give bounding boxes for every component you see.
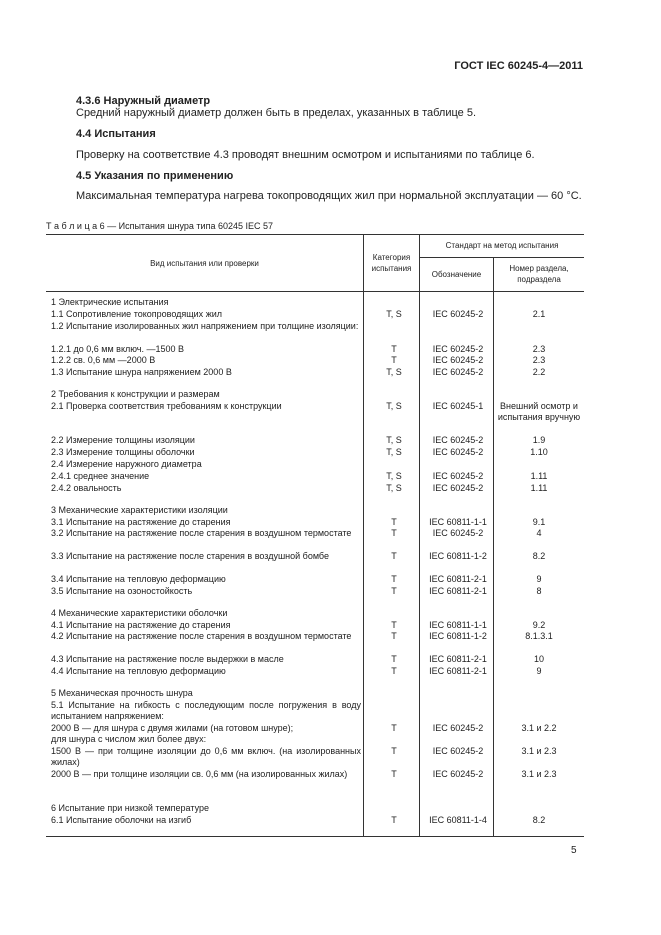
table-row-designation: IEC 60245-2: [432, 355, 484, 365]
table-row-designation: IEC 60811-1-1: [429, 517, 487, 527]
table-row-test: 4.2 Испытание на растяжение после старения в воздушном термостате: [51, 631, 352, 641]
table-row-test: 5 Механическая прочность шнура: [51, 688, 193, 698]
section-4-3-6-text: Средний наружный диаметр должен быть в пределах, указанных в таблице 5.: [76, 107, 477, 119]
table-row-section: 3.1 и 2.2: [521, 723, 557, 733]
section-4-4-title: 4.4 Испытания: [76, 128, 156, 140]
table-row-section: 9.1: [532, 517, 546, 527]
tests-table: [46, 234, 584, 837]
table-row-section: 1.11: [530, 471, 548, 481]
table-row-category: T: [391, 551, 397, 561]
table-row-test: 2 Требования к конструкции и размерам: [51, 389, 220, 399]
table-row-test: 6 Испытание при низкой температуре: [51, 803, 209, 813]
table-row-category: T: [391, 528, 397, 538]
table-row-designation: IEC 60245-2: [432, 769, 484, 779]
table-row-category: T: [391, 586, 397, 596]
section-4-5-title: 4.5 Указания по применению: [76, 170, 234, 182]
table-row-test: 1 Электрические испытания: [51, 297, 169, 307]
table-row-test: 2.2 Измерение толщины изоляции: [51, 435, 195, 445]
table-row-category: T: [391, 620, 397, 630]
table-row-designation: IEC 60811-1-2: [429, 551, 487, 561]
table-row-test: 4.4 Испытание на тепловую деформацию: [51, 666, 226, 676]
table-row-category: T: [391, 769, 397, 779]
table-row-designation: IEC 60245-2: [432, 309, 484, 319]
table-row-test: 1.1 Сопротивление токопроводящих жил: [51, 309, 222, 319]
table-row-test: 3.4 Испытание на тепловую деформацию: [51, 574, 226, 584]
table-row-category: T: [391, 355, 397, 365]
table-row-test: 1.2 Испытание изолированных жил напряжением при толщине изоляции:: [51, 321, 359, 331]
table-row-test: 3.3 Испытание на растяжение после старения в воздушной бомбе: [51, 551, 329, 561]
table-row-test: 2.3 Измерение толщины оболочки: [51, 447, 195, 457]
section-4-4-text: Проверку на соответствие 4.3 проводят внешним осмотром и испытаниями по таблице 6.: [76, 149, 535, 161]
table-row-section: 4: [536, 528, 542, 538]
col-section: Номер раздела, подраздела: [509, 264, 569, 284]
table-row-designation: IEC 60245-2: [432, 723, 484, 733]
table-row-section: 8: [536, 586, 542, 596]
table-row-section: 2.3: [532, 355, 546, 365]
document-code: ГОСТ IEC 60245-4—2011: [454, 60, 583, 72]
table-row-designation: IEC 60811-2-1: [429, 574, 487, 584]
table-row-test: 1.2.2 св. 0,6 мм —2000 В: [51, 355, 156, 365]
table-row-designation: IEC 60245-2: [432, 447, 484, 457]
table-row-section: 2.2: [532, 367, 546, 377]
table-row-designation: IEC 60811-1-4: [429, 815, 487, 825]
table-row-category: T: [391, 746, 397, 756]
table-row-designation: IEC 60811-2-1: [429, 666, 487, 676]
table-row-test: 6.1 Испытание оболочки на изгиб: [51, 815, 192, 825]
page-number: 5: [571, 845, 577, 856]
table-row-designation: IEC 60811-2-1: [429, 586, 487, 596]
table-row-category: T: [391, 654, 397, 664]
table-row-test: 3 Механические характеристики изоляции: [51, 505, 228, 515]
table-row-test: 2.4.2 овальность: [51, 483, 122, 493]
table-row-test: 4.1 Испытание на растяжение до старения: [51, 620, 231, 630]
col-category: Категория испытания: [371, 253, 412, 273]
table-row-designation: IEC 60811-2-1: [429, 654, 487, 664]
table-row-test: 2000 В — для шнура с двумя жилами (на готовом шнуре);: [51, 723, 294, 733]
table-row-test: 1.3 Испытание шнура напряжением 2000 В: [51, 367, 232, 377]
table-row-section: 10: [533, 654, 544, 664]
table-row-section: 9: [536, 574, 542, 584]
table-row-designation: IEC 60245-2: [432, 746, 484, 756]
table-row-section: 2.1: [532, 309, 546, 319]
table-row-test: 2.4.1 среднее значение: [51, 471, 150, 481]
table-row-test: 4.3 Испытание на растяжение после выдержки в масле: [51, 654, 284, 664]
table-row-section: 9: [536, 666, 542, 676]
table-row-category: T, S: [386, 401, 402, 411]
table-row-test: 4 Механические характеристики оболочки: [51, 608, 228, 618]
table-row-test: 2.4 Измерение наружного диаметра: [51, 459, 202, 469]
table-row-designation: IEC 60245-2: [432, 435, 484, 445]
table-row-section: 9.2: [532, 620, 546, 630]
table-row-section: 1.10: [530, 447, 548, 457]
table-row-category: T, S: [386, 435, 402, 445]
table-row-category: T: [391, 723, 397, 733]
table-row-category: T: [391, 815, 397, 825]
table-row-test: 1500 В — при толщине изоляции до 0,6 мм включ. (на изолированных жилах): [51, 746, 361, 767]
table-row-designation: IEC 60811-1-2: [429, 631, 487, 641]
table-row-test: 3.5 Испытание на озоностойкость: [51, 586, 193, 596]
table-caption: Т а б л и ц а 6 — Испытания шнура типа 60245 IEC 57: [46, 221, 273, 231]
table-row-designation: IEC 60245-2: [432, 471, 484, 481]
table-row-section: 8.2: [532, 551, 546, 561]
table-row-category: T: [391, 631, 397, 641]
table-row-test: 2000 В — при толщине изоляции св. 0,6 мм (на изолированных жилах): [51, 769, 348, 779]
table-row-designation: IEC 60245-2: [432, 528, 484, 538]
table-row-test: 1.2.1 до 0,6 мм включ. —1500 В: [51, 344, 185, 354]
table-row-section: 3.1 и 2.3: [521, 769, 557, 779]
table-row-designation: IEC 60245-2: [432, 367, 484, 377]
table-row-test: 5.1 Испытание на гибкость с последующим после погружения в воду испытанием напряжением:: [51, 700, 361, 721]
table-row-category: T, S: [386, 447, 402, 457]
table-row-section: 1.9: [532, 435, 546, 445]
table-row-designation: IEC 60245-2: [432, 344, 484, 354]
table-row-category: T: [391, 517, 397, 527]
section-4-3-6-title: 4.3.6 Наружный диаметр: [76, 95, 211, 107]
table-row-category: T, S: [386, 309, 402, 319]
section-4-5-text: Максимальная температура нагрева токопроводящих жил при нормальной эксплуатации — 60 °C.: [76, 190, 582, 202]
table-row-category: T: [391, 666, 397, 676]
table-row-category: T, S: [386, 471, 402, 481]
table-row-section: 8.2: [532, 815, 546, 825]
table-row-test: 2.1 Проверка соответствия требованиям к конструкции: [51, 401, 282, 411]
table-row-section: 2.3: [532, 344, 546, 354]
table-row-section: 8.1.3.1: [525, 631, 553, 641]
table-row-test: 3.1 Испытание на растяжение до старения: [51, 517, 231, 527]
table-row-category: T, S: [386, 483, 402, 493]
table-row-section: 1.11: [530, 483, 548, 493]
col-designation: Обозначение: [431, 270, 482, 279]
col-standard: Стандарт на метод испытания: [445, 241, 559, 250]
table-row-test: для шнура с числом жил более двух:: [51, 734, 207, 744]
table-row-designation: IEC 60245-1: [432, 401, 484, 411]
table-row-category: T: [391, 344, 397, 354]
table-row-section: Внешний осмотр и испытания вручную: [497, 401, 581, 422]
table-row-category: T: [391, 574, 397, 584]
table-row-designation: IEC 60811-1-1: [429, 620, 487, 630]
col-test: Вид испытания или проверки: [150, 259, 259, 268]
table-row-section: 3.1 и 2.3: [521, 746, 557, 756]
table-row-designation: IEC 60245-2: [432, 483, 484, 493]
table-row-test: 3.2 Испытание на растяжение после старения в воздушном термостате: [51, 528, 352, 538]
table-row-category: T, S: [386, 367, 402, 377]
